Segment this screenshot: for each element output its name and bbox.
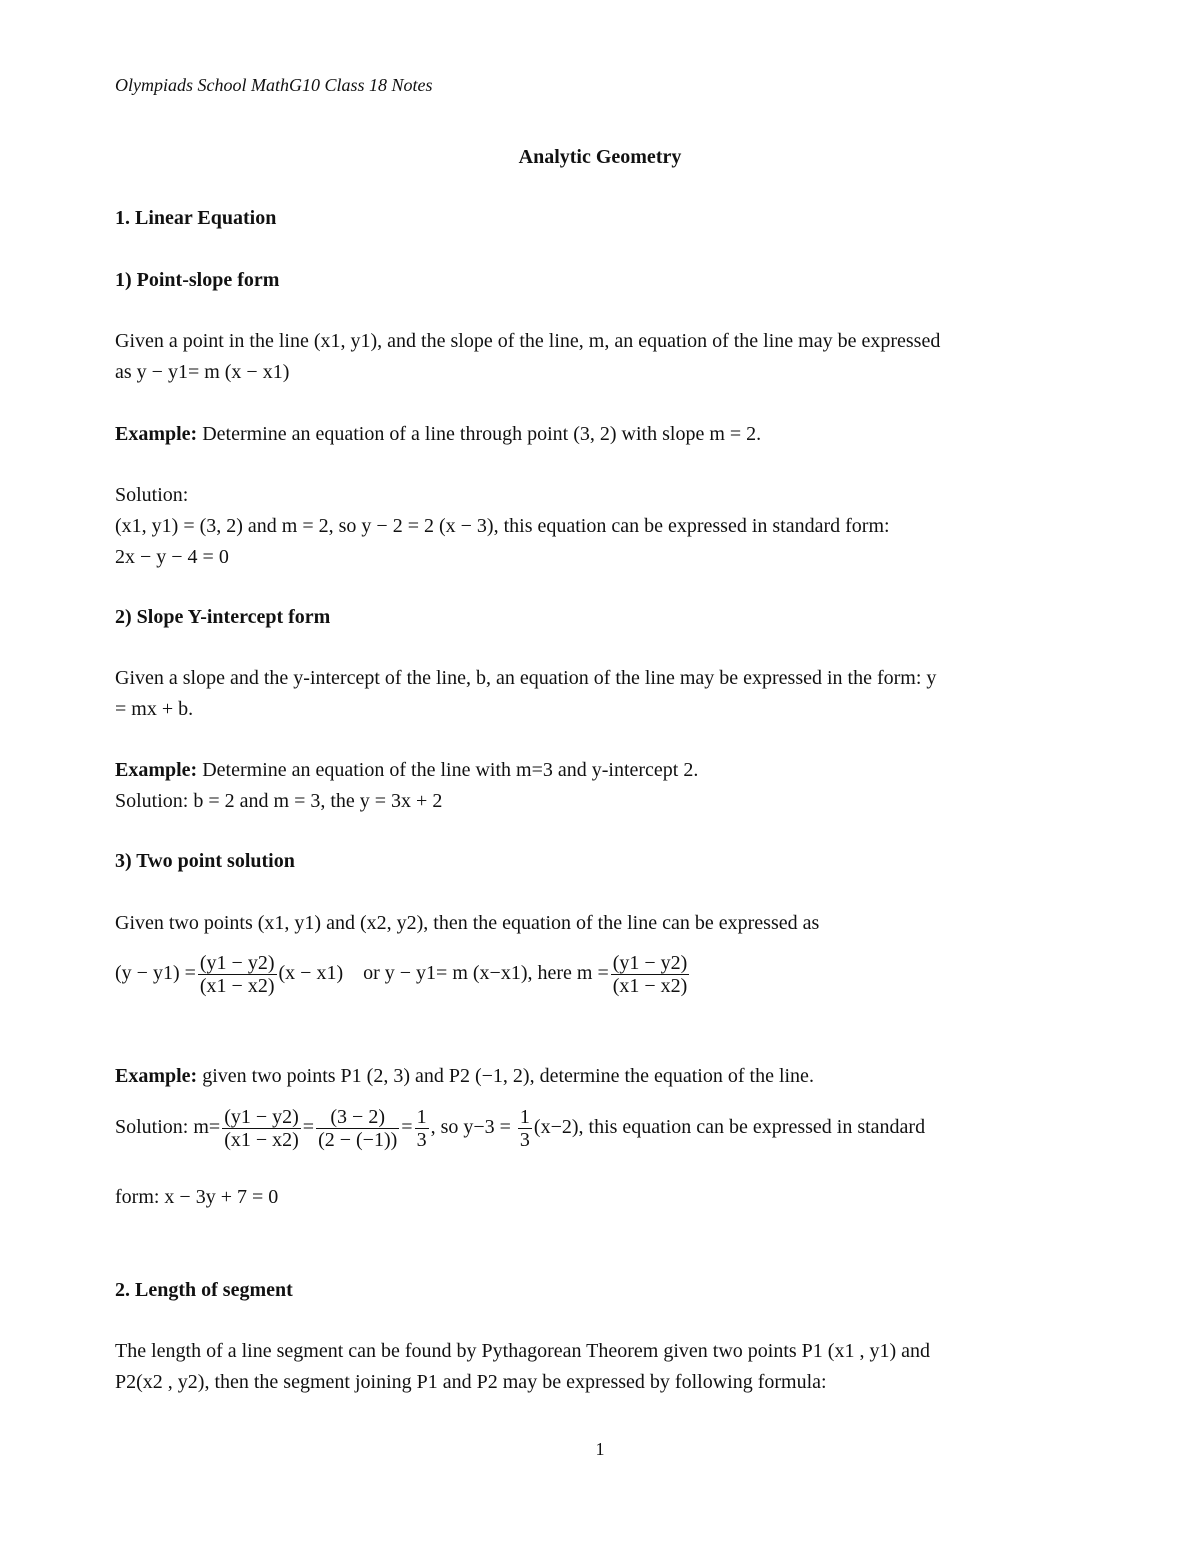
subsection-1-body-line: as y − y1= m (x − x1) xyxy=(115,361,290,383)
example-text: Determine an equation of the line with m=3 and y-intercept 2. xyxy=(197,759,699,781)
numeric-fraction xyxy=(316,1106,399,1151)
slope-fraction xyxy=(222,1106,301,1151)
page-header: Olympiads School MathG10 Class 18 Notes xyxy=(115,75,433,95)
example-2 xyxy=(115,755,1090,817)
solution-end: (x−2), this equation can be expressed in standard xyxy=(533,1116,926,1139)
solution-label: Solution: xyxy=(115,484,189,506)
section-2-body xyxy=(115,1336,1090,1398)
one-third-fraction xyxy=(518,1106,532,1151)
solution-3-line2: form: x − 3y + 7 = 0 xyxy=(115,1186,279,1208)
example-3 xyxy=(115,1061,1090,1092)
subsection-1-body-line: Given a point in the line (x1, y1), and the slope of the line, m, an equation of the line may be expressed xyxy=(115,330,941,352)
fraction-denominator: (x1 − x2) xyxy=(612,975,688,997)
slope-fraction xyxy=(198,952,277,997)
subsection-2-body-line: Given a slope and the y-intercept of the line, b, an equation of the line may be expressed in the form: y xyxy=(115,667,937,689)
fraction-numerator: (y1 − y2) xyxy=(612,952,688,974)
one-third-fraction xyxy=(415,1106,429,1151)
fraction-numerator: 1 xyxy=(416,1106,427,1128)
subsection-1-body xyxy=(115,326,1090,388)
formula-middle: (x − x1) or y − y1= m (x−x1), here m = xyxy=(278,962,609,985)
example-label: Example: xyxy=(115,1065,198,1087)
section-1-heading: 1. Linear Equation xyxy=(115,207,277,229)
page-number: 1 xyxy=(595,1439,605,1459)
solution-start: Solution: m= xyxy=(115,1116,221,1139)
example-text: Determine an equation of a line through point (3, 2) with slope m = 2. xyxy=(197,423,762,445)
fraction-numerator: 1 xyxy=(519,1106,530,1128)
fraction-numerator: (3 − 2) xyxy=(316,1106,399,1129)
solution-3: Solution: m= $\frac{(y1 - y2)}{(x1 - x2)}$ = $\frac{(3 - 2)}{(2 - (-1))}$ = $\frac{1}{3}$ , so y−3 = $\frac{1}{3}$ (x−2), this equation can be expressed in standard xyxy=(115,1106,926,1151)
solution-middle: , so y−3 = xyxy=(430,1116,511,1139)
fraction-denominator: 3 xyxy=(519,1129,530,1151)
section-2-heading: 2. Length of segment xyxy=(115,1279,293,1301)
section-2-body-line: P2(x2 , y2), then the segment joining P1 and P2 may be expressed by following formula: xyxy=(115,1371,827,1393)
solution-1 xyxy=(115,480,1090,573)
subsection-1-heading: 1) Point-slope form xyxy=(115,269,280,291)
fraction-denominator: (2 − (−1)) xyxy=(318,1129,398,1151)
fraction-numerator: (y1 − y2) xyxy=(224,1106,299,1128)
example-text: given two points P1 (2, 3) and P2 (−1, 2), determine the equation of the line. xyxy=(197,1065,814,1087)
example-1 xyxy=(115,419,1090,450)
subsection-2-heading: 2) Slope Y-intercept form xyxy=(115,606,331,628)
fraction-denominator: 3 xyxy=(416,1129,427,1151)
example-label: Example: xyxy=(115,759,198,781)
slope-fraction xyxy=(611,952,690,997)
two-point-formula xyxy=(115,952,1090,997)
solution-line: Solution: b = 2 and m = 3, the y = 3x + 2 xyxy=(115,790,443,812)
section-2-body-line: The length of a line segment can be found by Pythagorean Theorem given two points P1 (x1 , y1) and xyxy=(115,1340,930,1362)
fraction-denominator: (x1 − x2) xyxy=(199,975,275,997)
solution-line: (x1, y1) = (3, 2) and m = 2, so y − 2 = 2 (x − 3), this equation can be expressed in standard form: xyxy=(115,515,890,537)
subsection-3-heading: 3) Two point solution xyxy=(115,850,295,872)
subsection-2-body-line: = mx + b. xyxy=(115,698,194,720)
subsection-2-body xyxy=(115,663,1090,725)
solution-line: 2x − y − 4 = 0 xyxy=(115,546,229,568)
fraction-denominator: (x1 − x2) xyxy=(224,1129,299,1151)
fraction-numerator: (y1 − y2) xyxy=(199,952,275,974)
example-label: Example: xyxy=(115,423,198,445)
subsection-3-body: Given two points (x1, y1) and (x2, y2), then the equation of the line can be expressed as xyxy=(115,912,820,934)
page-title: Analytic Geometry xyxy=(518,146,682,168)
formula-left: (y − y1) = xyxy=(115,962,196,985)
